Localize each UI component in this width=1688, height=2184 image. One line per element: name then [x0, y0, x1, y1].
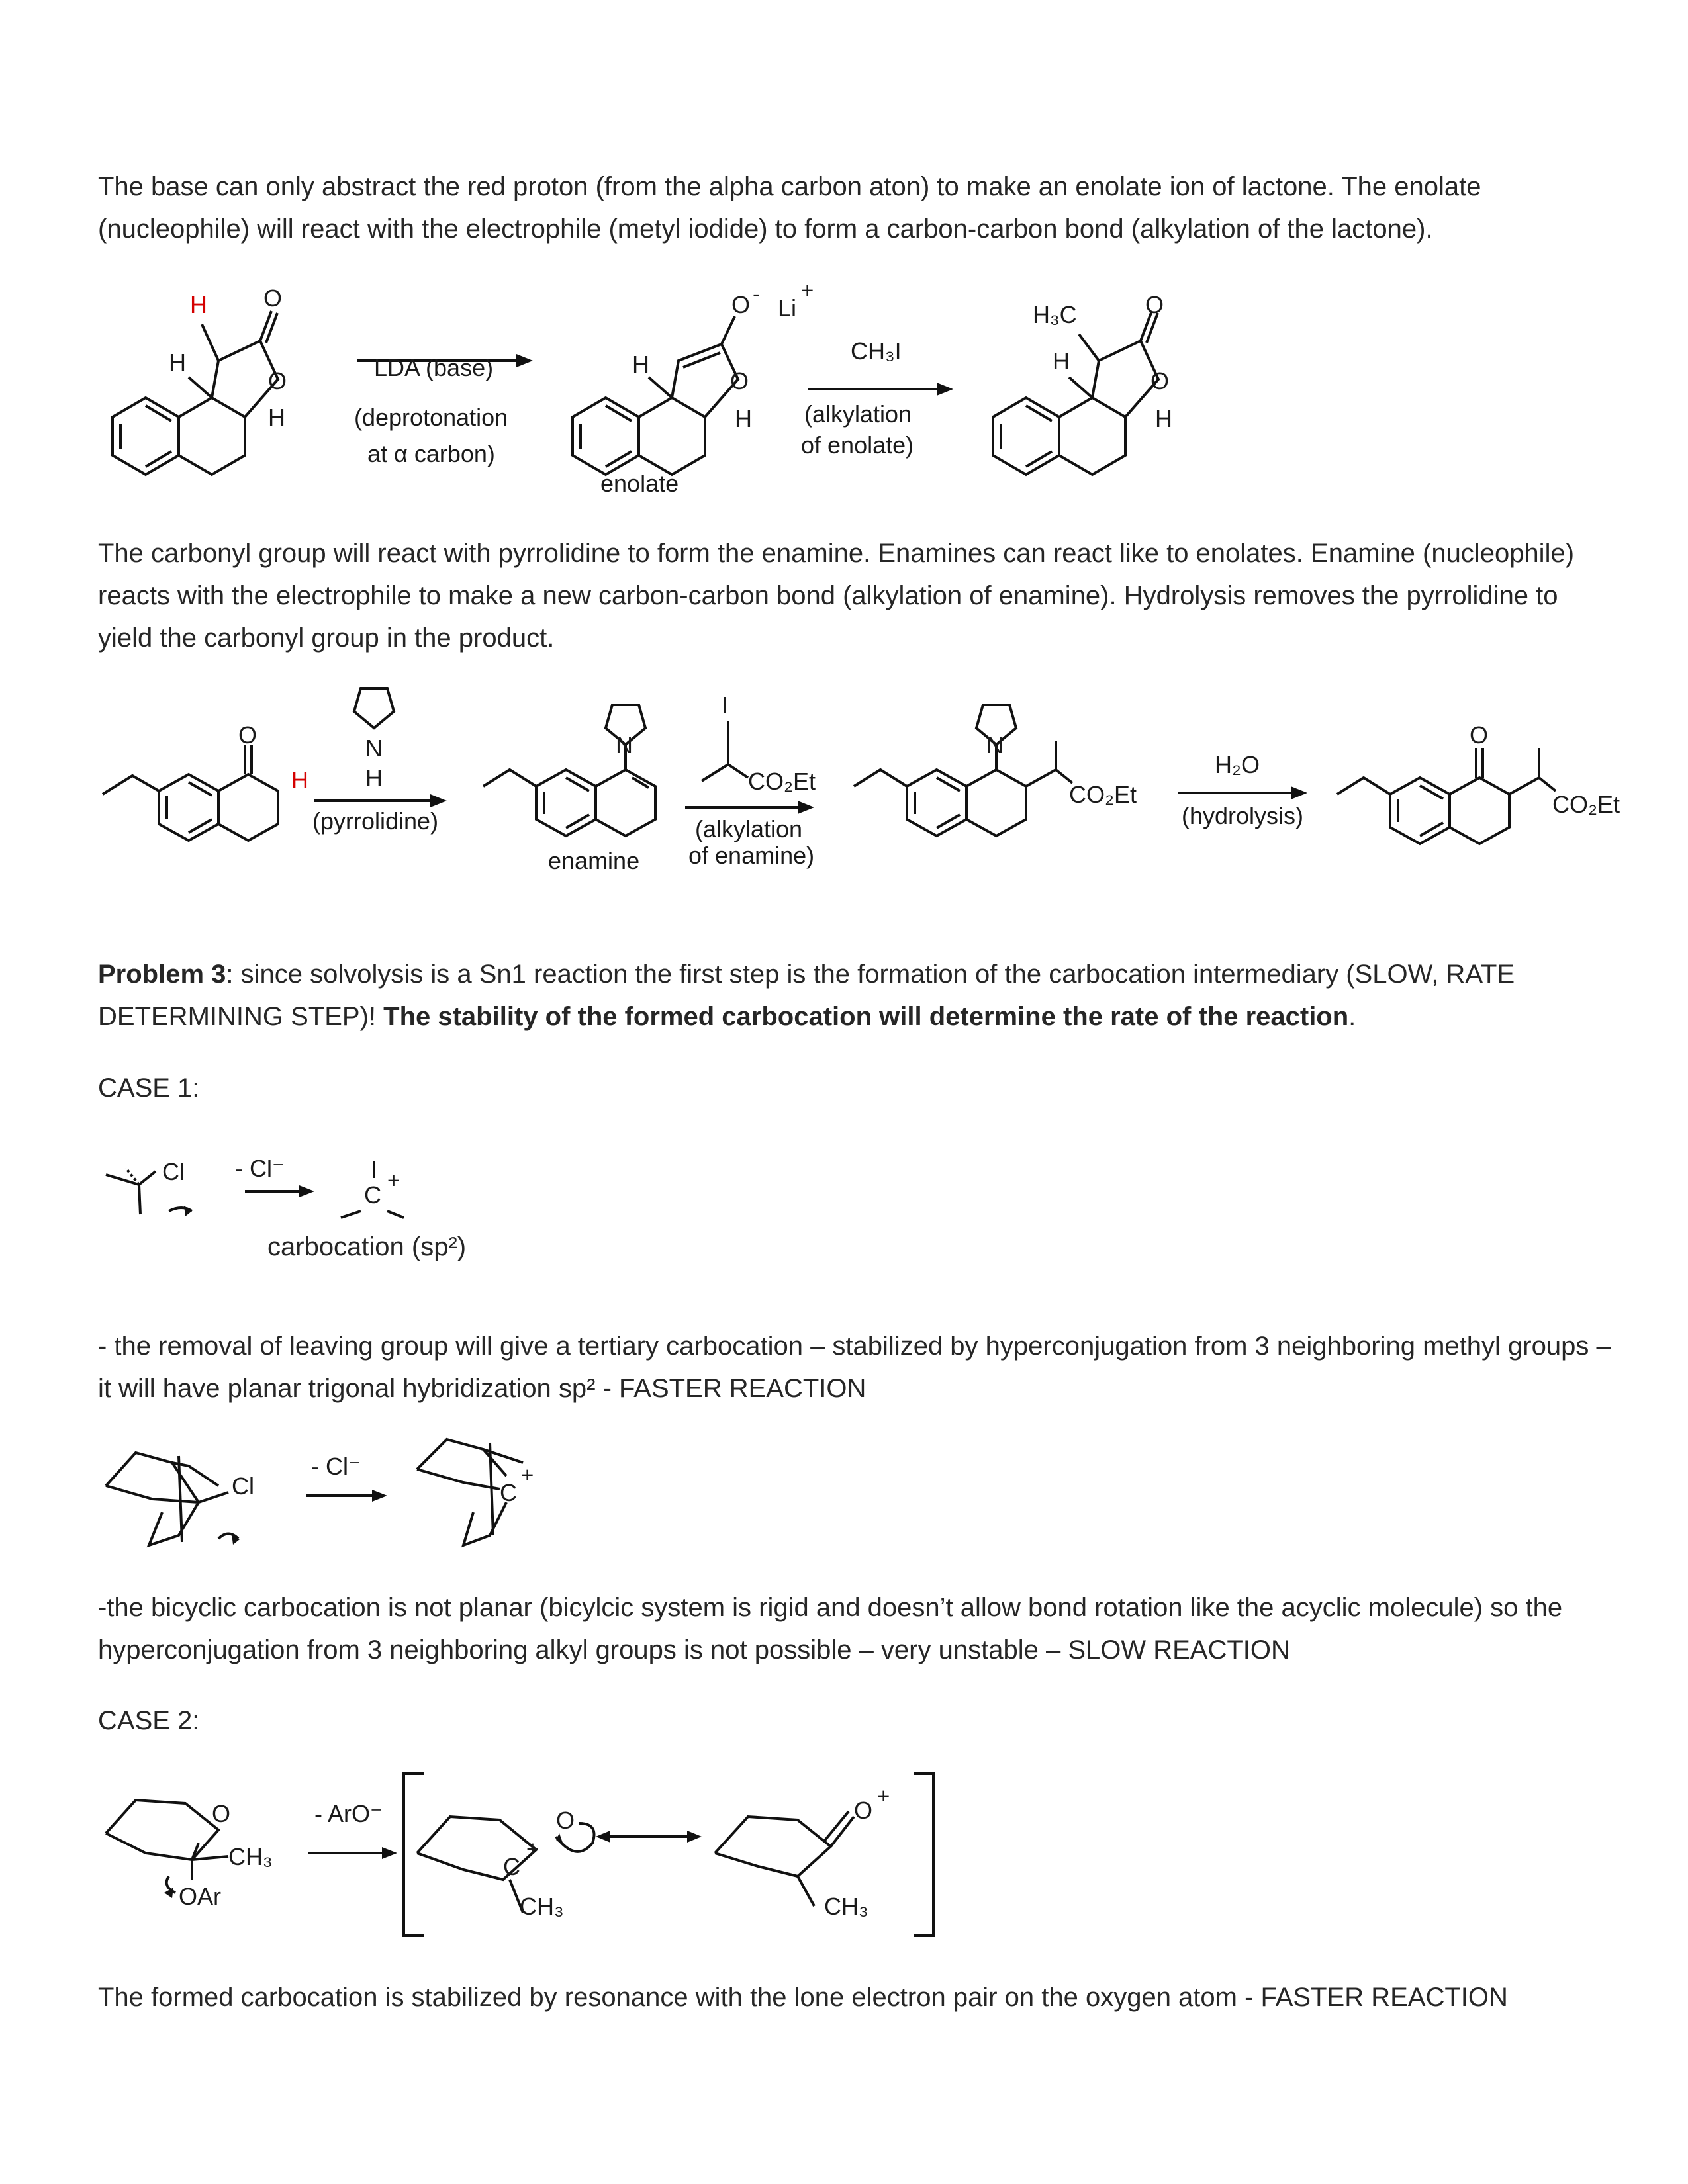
problem-3-emphasis: The stability of the formed carbocation will determine the rate of the reaction: [383, 1002, 1349, 1031]
bicyclic-chloride-structure: [106, 1453, 240, 1545]
right-bracket: [914, 1774, 933, 1936]
oxocarbenium-structure-2: [715, 1811, 854, 1906]
plus-charge: +: [877, 1784, 890, 1808]
hydrogen-label: H: [1053, 347, 1070, 375]
pyrrolidine-n-label: N: [365, 735, 383, 762]
paragraph-enolate-intro: The base can only abstract the red proton (from the alpha carbon aton) to make an enolate ion of lactone. The enolate (nucleophile) will react with the electrophile (metyl iodide) to form a carbon-carbon bond (alkylation of the lactone).: [98, 172, 1481, 244]
red-proton-label: H: [291, 766, 308, 794]
paragraph-bicyclic-carbocation: -the bicyclic carbocation is not planar (bicylcic system is rigid and doesn’t allow bond rotation like the acyclic molecule) so the hyperconjugation from 3 neighboring alkyl groups is not possible – very unstable – SLOW REACTION: [98, 1593, 1563, 1664]
problem-3-text: : since solvolysis is a Sn1 reaction the first step is the formation of the carbocation intermediary (SLOW, RATE DETERMINING STEP)!: [98, 960, 1515, 1031]
paragraph-enamine-intro: The carbonyl group will react with pyrrolidine to form the enamine. Enamines can react like to enolates. Enamine (nucleophile) reacts with the electrophile to make a new carbon-carbon bond (alkylation of enamine). Hydrolysis removes the pyrrolidine to yield the carbonyl group in the product.: [98, 539, 1575, 653]
red-proton-label: H: [190, 291, 207, 318]
enolate-label: enolate: [600, 470, 679, 497]
carbonyl-oxygen-label: O: [263, 285, 283, 312]
reagent-pyrrolidine: (pyrrolidine): [312, 807, 439, 835]
reagent-alpha-carbon: at α carbon): [367, 440, 495, 467]
reagent-methyl-iodide: CH₃I: [851, 338, 902, 365]
ring-oxygen-label: O: [730, 367, 749, 394]
methyl-lactone-structure: [993, 311, 1158, 475]
paragraph-resonance: The formed carbocation is stabilized by resonance with the lone electron pair on the oxygen atom - FASTER REACTION: [98, 1983, 1508, 2012]
carbocation-label: carbocation (sp²): [267, 1232, 467, 1261]
minus-charge: -: [753, 281, 760, 306]
hydrogen-label: H: [1155, 405, 1172, 432]
hydrogen-label: H: [169, 349, 186, 376]
carbonyl-oxygen-label: O: [1470, 721, 1489, 749]
reagent-lda: LDA (base): [374, 354, 494, 381]
iodide-label: I: [722, 692, 729, 719]
enamine-label: enamine: [548, 847, 640, 874]
case-2-heading: CASE 2:: [98, 1706, 200, 1735]
enolate-structure: [573, 316, 738, 475]
oxonium-oxygen-label: O: [854, 1797, 873, 1824]
hydrogen-label: H: [268, 404, 285, 431]
paragraph-problem-3: [98, 953, 1614, 1038]
enamine-n-label: N: [616, 731, 633, 758]
chloride-label: Cl: [232, 1473, 254, 1500]
reagent-hydrolysis: (hydrolysis): [1182, 802, 1304, 829]
enolate-oxygen-label: O: [731, 291, 751, 318]
plus-charge: +: [801, 278, 814, 302]
carbonyl-oxygen-label: O: [238, 721, 258, 749]
carbocation-c-label: C: [364, 1181, 381, 1208]
methyl-label: CH₃: [520, 1893, 564, 1920]
ketone-structure: [103, 745, 278, 841]
ring-oxygen-label: O: [268, 367, 287, 394]
pyrrolidine-h-label: H: [365, 764, 383, 792]
ring-oxygen-label: O: [1150, 367, 1170, 394]
lactone-structure: [113, 311, 278, 475]
hydrogen-label: H: [735, 405, 752, 432]
reagent-of-enolate: of enolate): [801, 432, 914, 459]
plus-charge: +: [526, 1837, 539, 1861]
problem-3-period: .: [1348, 1002, 1356, 1031]
alkylated-enamine-structure: [854, 705, 1072, 836]
enamine-structure: [483, 705, 655, 836]
minus-chloride-label: - Cl⁻: [311, 1453, 361, 1480]
reagent-alkylation: (alkylation: [695, 815, 803, 842]
ester-label: CO₂Et: [748, 768, 816, 795]
ester-label: CO₂Et: [1069, 781, 1137, 808]
carbonyl-oxygen-label: O: [1145, 291, 1164, 318]
lithium-label: Li: [778, 295, 797, 322]
reagent-water: H₂O: [1215, 751, 1260, 778]
aryloxy-label: OAr: [179, 1883, 222, 1910]
carbocation-c-label: C: [503, 1853, 520, 1880]
case-1-heading: CASE 1:: [98, 1073, 200, 1103]
plus-charge: +: [521, 1463, 534, 1487]
methyl-label: H₃C: [1033, 301, 1077, 328]
alkyl-halide-structure: [702, 721, 748, 781]
minus-aryloxide-label: - ArO⁻: [314, 1800, 383, 1827]
problem-3-label: Problem 3: [98, 960, 226, 989]
carbocation-c-label: C: [500, 1479, 517, 1506]
plus-charge: +: [387, 1168, 400, 1193]
reagent-alkylation: (alkylation: [804, 400, 912, 428]
methyl-label: CH₃: [228, 1843, 273, 1870]
paragraph-tertiary-carbocation: - the removal of leaving group will give a tertiary carbocation – stabilized by hyperconjugation from 3 neighboring methyl groups – it will have planar trigonal hybridization sp² - FASTER REACTION: [98, 1332, 1611, 1403]
oxygen-lone-pair-label: O: [556, 1807, 575, 1834]
ring-oxygen-label: O: [212, 1800, 231, 1827]
minus-chloride-label: - Cl⁻: [235, 1155, 285, 1182]
reagent-of-enamine: of enamine): [688, 842, 815, 869]
product-ketone-structure: [1337, 748, 1556, 844]
methyl-label: CH₃: [824, 1893, 868, 1920]
reagent-deprotonation: (deprotonation: [354, 404, 508, 431]
hydrogen-label: H: [632, 351, 649, 378]
pyrrolidine-structure: [354, 688, 394, 728]
enamine-n-label: N: [986, 731, 1004, 758]
ester-label: CO₂Et: [1552, 791, 1620, 818]
chloride-label: Cl: [162, 1158, 185, 1185]
